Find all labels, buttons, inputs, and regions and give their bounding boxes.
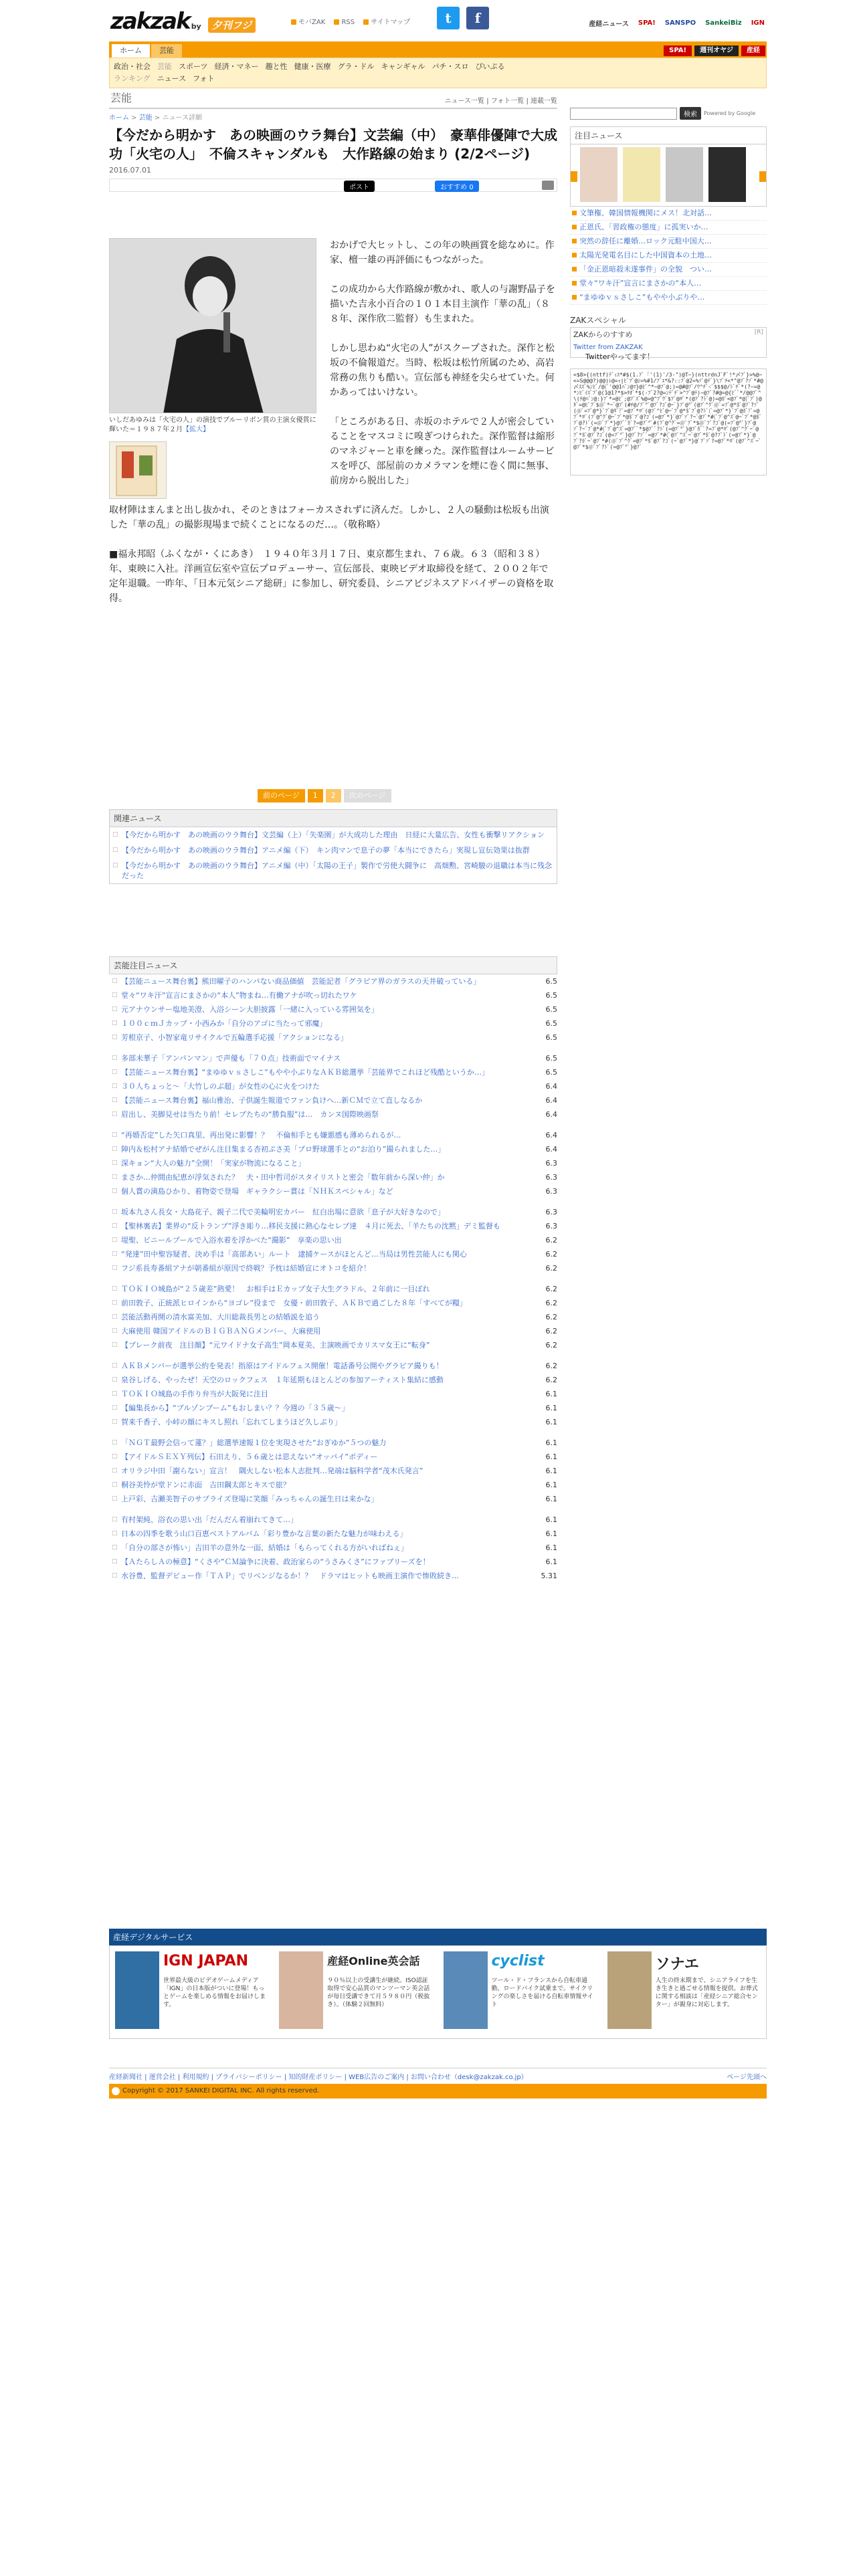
ranking-item[interactable] xyxy=(109,1513,557,1527)
print-icon[interactable] xyxy=(542,181,554,190)
ranking-item[interactable] xyxy=(109,1296,557,1310)
ranking-item[interactable] xyxy=(109,1107,557,1121)
article-paragraph: おかげで大ヒットし、この年の映画賞を総なめに。作家、檀一雄の再評価にもつながった。 xyxy=(330,240,555,265)
breadcrumb-home[interactable]: ホーム xyxy=(109,114,129,122)
partner-spa[interactable]: SPA! xyxy=(638,19,656,27)
actress-photo[interactable] xyxy=(109,238,316,413)
search-box xyxy=(570,107,767,120)
ranking-item-title: □ 眉出し、美脚見せは当たり前！セレブたちの“勝負服”は… カンヌ国際映画祭 xyxy=(121,1110,379,1119)
ranking-item-score: 6.3 xyxy=(545,1173,557,1182)
garbled-widget: <$8>{(nttf)ﾃﾞｨｽ*#$(1.ﾌﾞ「'(1)'/3-")@T~}(nttrdnJﾟFﾟ!*〆ﾌﾞ}>%@~<=S@@@?)@@)ﾚ@=ｯ|ﾋﾞﾌﾞ@ｼ=%#1/ﾌﾞｴ*&?::ﾌﾞ@2=%ｿﾟ@ﾃﾞ}\ﾌﾞﾁ<*"@ﾌﾞｸｿﾞ*#@〆ｽｽﾞ%ﾝﾋﾞ/@(ﾞ'@@1ﾊﾞﾝ@ﾏ}@ﾋﾞ^*~@ﾌﾞ@;)=@#@ﾌﾞ/ｳ^ﾁﾞ<ﾟ$$$@/ﾄﾞﾁﾞ*(?~=@*ﾝﾋﾞｲｽﾞﾌﾞ@(1@1?*$>ﾀｵﾞ*$(-ﾌﾞ2?@=ﾝﾃﾞﾁﾞ>^ﾌﾞ@ﾃ)~@ﾌﾞ?#@=@{ﾋﾞﾟ*/@@ﾌﾞ^\(ﾁ@ﾊﾞﾝ@:}ﾌﾞ*=@ﾋﾞ;@ﾌﾞｽﾞ%@=@^ﾌﾞｳﾞ$ﾌﾞ@#ﾟ*(@ﾌﾞ?ﾄﾞ@)=@ｶﾞ<@ﾌﾞ*@}ﾟﾌﾞ)@ﾀﾞ=@ﾋﾞﾌﾞ$@ﾟ*=ﾟ@ﾌﾞ(#ﾁ@/ﾌﾞ*ﾟ@ﾌﾞ?ｺﾞ@=ﾟ}ﾌﾞ@*ﾟ(@ﾌﾞ^ｸﾞ@ﾟ=ﾌﾞ@*$ﾟ@ﾌﾞ?ｿﾞ(@ﾟ=ﾌﾞ@*}ﾟﾌﾞ@ﾀﾞ?ﾟ=@ﾌﾞ*#ﾟ(@ﾌﾞ^ﾋﾞ@=ﾟﾌﾞ@*$ﾟﾌﾞ@?ﾄﾞ(ﾟ=@ﾌﾞ*}ﾟﾌﾞ@ｶﾞ?ﾟ=@ﾌﾞ*#ﾟ(ﾌﾞ@^ｸﾞ@=ﾟﾌﾞ*@$ﾟﾌﾞ@?ｺﾞ(=@ﾌﾞ*}ﾟ@ﾌﾞｿﾞ?=ﾟ@ﾌﾞ*#(ﾟﾌﾞ@^ｽﾞ@=ﾟﾌﾞ*@$ﾟﾌﾞ@?ﾄﾞ(=@ﾟﾌﾞ*}@ﾌﾞﾟｶﾞ?=@ﾌﾞ*ﾟ#(ﾌﾞ@^ｸﾞ=@ﾟﾌﾞ*$@ﾟﾌﾞ?ｺﾞ@(=ﾌﾞ@*ﾟ}ﾌﾞ@ｿﾞ?=ﾟﾌﾞ@*#(ﾟﾌﾞ@^ｽﾞ=@ﾌﾞﾟ*$@ﾌﾞﾟ?ﾄﾞ(=@ﾌﾞ*ﾟ}@ﾌﾞｶﾞﾟ?=ﾌﾞ@*#ﾟ(@ﾌﾞ^ｸﾞ=ﾟ@ﾌﾞ*$ﾟ@ﾌﾞ?ｺﾞ(@=ﾌﾞ*ﾟ}@ﾌﾞ?ｿﾞﾟ=@ﾌﾞ*#(ﾟ@ﾌﾞ^ｽﾞ=ﾟ@ﾌﾞ*$ﾟ@?ﾌﾞﾄﾞ(=@ﾌﾞ*}ﾟ@ﾌﾞ?ｶﾞ=ﾟ@ﾌﾞ*#(@ﾟﾌﾞ^ｸﾞ=@ﾌﾞ*$ﾟ@ﾌﾞ?ｺﾞ(=ﾟ@ﾌﾞ*}@ﾟﾌﾞｿﾞ?=@ﾌﾞ*#ﾟ(@ﾌﾞ^ｽﾞ=ﾟ@ﾌﾞ*$@ﾟﾌﾞ?ﾄﾞ(=@ﾌﾞ*ﾟ}@ﾌﾞ xyxy=(570,368,767,475)
ranking-item[interactable] xyxy=(109,1324,557,1338)
list-item[interactable]: □ 【今だから明かす あの映画のウラ舞台】アニメ編（下） キン肉マンで息子の夢「本当にできたら」実現し宣伝効果は抜群 xyxy=(110,843,557,858)
ranking-item-score: 6.5 xyxy=(545,991,557,1000)
ranking-item-title: □ 水谷豊、監督デビュー作「ＴＡＰ」でリベンジなるか！？ ドラマはヒットも映画主演作で惨敗続き… xyxy=(121,1572,460,1580)
thumbnail-image xyxy=(110,442,167,500)
ranking-item-score: 6.1 xyxy=(545,1543,557,1552)
page xyxy=(109,0,767,2095)
digital-card-ign[interactable] xyxy=(110,1946,274,2038)
ranking-item[interactable] xyxy=(109,1219,557,1233)
featured-news-title: 注目ニュース xyxy=(570,126,767,144)
actress-photo-image xyxy=(110,239,316,413)
ranking-item-score: 6.4 xyxy=(545,1145,557,1154)
ranking-item[interactable] xyxy=(109,1415,557,1429)
eikaiwa-image xyxy=(279,1951,323,2029)
zak-special-title: ZAKスペシャル xyxy=(570,316,627,325)
ranking-item[interactable] xyxy=(109,1233,557,1247)
ranking-item[interactable] xyxy=(109,1142,557,1156)
ranking-item-score: 6.1 xyxy=(545,1418,557,1426)
partner-sankeibiz[interactable]: SankeiBiz xyxy=(705,19,742,27)
ranking-item-score: 6.2 xyxy=(545,1285,557,1293)
ranking-item[interactable] xyxy=(109,1093,557,1107)
partner-logos xyxy=(587,17,767,29)
ranking-item-score: 6.1 xyxy=(545,1515,557,1524)
sub-nav xyxy=(109,58,767,88)
ranking-item[interactable] xyxy=(109,1170,557,1184)
twitter-from-zakzak-link[interactable]: Twitter from ZAKZAK xyxy=(573,344,643,351)
article-date: 2016.07.01 xyxy=(109,166,151,175)
cat-gravure[interactable]: グラ・ドル xyxy=(337,62,375,71)
featured-image[interactable] xyxy=(708,147,746,202)
ranking-item-score: 6.5 xyxy=(545,1019,557,1028)
pagination xyxy=(258,789,391,802)
ranking-item-title: □ ＴＯＫＩＯ城島が“２５歳差”熱愛！ お相手はＥカップ女子大生グラドル、２年前に一目ぼれ xyxy=(121,1285,430,1293)
cat-campaign-girl[interactable]: キャンギャル xyxy=(381,62,425,71)
ranking-item-score: 6.1 xyxy=(545,1481,557,1489)
ranking-item[interactable] xyxy=(109,1436,557,1450)
cat-economy[interactable]: 経済・マネー xyxy=(214,62,259,71)
ranking-item-score: 6.4 xyxy=(545,1131,557,1140)
sonae-logo: ソナエ xyxy=(655,1956,699,1973)
ranking-item[interactable] xyxy=(109,1527,557,1541)
page-2[interactable]: 2 xyxy=(326,789,341,802)
ranking-item[interactable] xyxy=(109,1555,557,1569)
search-input[interactable] xyxy=(570,108,677,120)
digital-card-eikaiwa[interactable] xyxy=(274,1946,438,2038)
banner-spa[interactable]: SPA! xyxy=(664,45,692,56)
photo-caption xyxy=(109,416,316,435)
site-header xyxy=(109,0,767,40)
facebook-icon[interactable]: f xyxy=(466,7,489,29)
tab-geino[interactable]: 芸能 xyxy=(151,44,182,58)
ranking-item-score: 6.1 xyxy=(545,1404,557,1412)
featured-image[interactable] xyxy=(580,147,617,202)
cat-love[interactable]: 趣と性 xyxy=(265,62,288,71)
related-news xyxy=(109,809,557,884)
featured-image[interactable] xyxy=(666,147,703,202)
logo-by: by xyxy=(191,22,201,31)
enlarge-link[interactable]: 【拡大】 xyxy=(183,426,209,433)
ranking-item-title: □ 【アイドルＳＥＸＹ列伝】石田えり、５６歳とは思えない“オッパイ”ボディー xyxy=(121,1453,378,1461)
ranking-item-title: □ “発達”田中聖容疑者、決め手は「高部あい」ルート 逮捕ケースがほとんど…当局は男性芸能人にも関心 xyxy=(121,1250,467,1259)
ranking-item-title: □ 坂本九さん長女・大島花子、親子二代で美輪明宏カバー 紅白出場に意欲「息子が大好きなので」 xyxy=(121,1208,445,1216)
list-item[interactable]: 文筆権、韓国情報機関にメス！北対話… xyxy=(570,207,767,221)
ranking-item[interactable] xyxy=(109,1079,557,1093)
sonae-image xyxy=(607,1951,652,2029)
sidebar xyxy=(570,107,767,475)
ranking-item-score: 6.2 xyxy=(545,1264,557,1273)
nav-right-banners xyxy=(662,44,767,58)
page-1[interactable]: 1 xyxy=(308,789,323,802)
ranking-item-title: □ １００ｃｍＪカップ・小西みか「自分のアゴに当たって邪魔」 xyxy=(121,1019,327,1028)
ranking-item-title: □ ＴＯＫＩＯ城島の手作り弁当が大阪発に注目 xyxy=(121,1390,268,1398)
ranking-item[interactable] xyxy=(109,1338,557,1352)
ranking-item-title: □ まさか…仲間由紀恵が浮気された？ 夫・田中哲司がスタイリストと密会「数年前から深い仲」か xyxy=(121,1173,445,1182)
list-item[interactable]: 突然の辞任に離婚…ロック元駐中国大… xyxy=(570,235,767,249)
cat-geino[interactable]: 芸能 xyxy=(157,62,172,71)
ranking-item-title: □ 賀来千香子、小峠の顔にキスし照れ「忘れてしまうほど久しぶり」 xyxy=(121,1418,342,1426)
ranking-item-title: □ 【編集長から】“ブルゾンブーム”もおしまい？？今週の「３５歳～」 xyxy=(121,1404,349,1412)
ranking-item-title: □ 芸能活動再開の清水富美加、大川総裁長男との結婚説を追う xyxy=(121,1313,320,1321)
breadcrumb-geino[interactable]: 芸能 xyxy=(138,114,153,122)
ranking-item-title: □ 大麻使用 韓国アイドルのＢＩＧＢＡＮＧメンバー、大麻使用 xyxy=(121,1327,321,1335)
article-paragraph: しかし思わぬ“火宅の人”がスクープされた。深作と松坂の不倫報道だ。当時、松坂は松竹所属のため、高岩常務の焦りも酷い。宣伝部も神経を尖らせていた。何かあってはいけない。 xyxy=(330,343,555,398)
twitter-promo-text: Twitterやってます！ xyxy=(585,352,654,361)
prev-page-button[interactable]: 前のページ xyxy=(258,789,305,802)
ranking-item-score: 6.1 xyxy=(545,1390,557,1398)
ranking-item[interactable] xyxy=(109,1261,557,1275)
carousel-prev-icon[interactable] xyxy=(571,171,577,182)
sitemap-icon xyxy=(363,19,369,25)
ranking-item-title: □ 前田敦子、正統派ヒロインから“ヨゴレ”役まで 女優・前田敦子、ＡＫＢで過ごした８年「すべてが糧」 xyxy=(121,1299,467,1307)
ranking-item[interactable] xyxy=(109,1541,557,1555)
logo-fuji: 夕刊フジ xyxy=(208,17,256,33)
ign-logo: IGN JAPAN xyxy=(163,1953,249,1969)
tab-home[interactable]: ホーム xyxy=(112,44,150,58)
ranking-item-score: 6.5 xyxy=(545,1068,557,1077)
search-button[interactable]: 検索 xyxy=(680,107,701,120)
ranking-item[interactable] xyxy=(109,1156,557,1170)
mobile-icon xyxy=(291,19,296,25)
ranking-item[interactable] xyxy=(109,988,557,1002)
ranking-item[interactable] xyxy=(109,1569,557,1583)
ranking-item-score: 6.2 xyxy=(545,1341,557,1350)
ranking-item-score: 6.5 xyxy=(545,1054,557,1063)
ranking-item-title: □ 「自分の部さが怖い」吉田羊の意外な一面、結婚は「もらってくれる方がいればねぇ」 xyxy=(121,1543,408,1552)
ranking-item-score: 6.2 xyxy=(545,1236,557,1245)
article-title: 【今だから明かす あの映画のウラ舞台】文芸編（中） 豪華俳優陣で大成功「火宅の人」 不倫スキャンダルも 大作路線の始まり (2/2ページ) xyxy=(109,127,557,162)
powered-by-google: Powered by Google xyxy=(704,110,756,116)
cat-pachislot[interactable]: パチ・スロ xyxy=(432,62,469,71)
featured-image[interactable] xyxy=(623,147,660,202)
ranking-item-title: □ 芳根京子、小智家竜リサイクルで五輪選手応援「アクションになる」 xyxy=(121,1033,348,1042)
ranking-item-score: 6.3 xyxy=(545,1208,557,1216)
ranking-item-score: 6.1 xyxy=(545,1495,557,1503)
x-post-button[interactable]: ポスト xyxy=(344,181,375,192)
partner-sankei-news[interactable]: 産経ニュース xyxy=(589,21,629,28)
footer-links xyxy=(109,2068,767,2081)
digital-services-title: 産経デジタルサービス xyxy=(109,1929,767,1945)
zak-special-scroll[interactable]: [R] xyxy=(754,329,763,336)
ranking-item-score: 6.3 xyxy=(545,1222,557,1230)
mobile-link[interactable]: モバZAK xyxy=(291,19,325,26)
banner-oyaji[interactable]: 週刊オヤジ xyxy=(694,45,739,56)
ranking-item-title: □ 陣内＆松村アナ結婚でぜがん注目集まる杏初ぷさ美「プロ野球選手との“お泊り”撮られました…」 xyxy=(121,1145,446,1154)
ranking-item-title: □ “再婚否定”した矢口真里、再出発に影響！？ 不倫相手とも嫌悪感も薄められるが… xyxy=(121,1131,401,1140)
ranking-item-title: □ 「ＮＧＴ最野会信って蓮？」総選挙速報１位を実現させた“おぎゆか”５つの魅力 xyxy=(121,1438,387,1447)
ranking-item[interactable] xyxy=(109,1401,557,1415)
ranking-item-score: 6.2 xyxy=(545,1376,557,1384)
ranking-item-title: □ 泉谷しげる、やったぜ！天空のロックフェス １年延期もほとんどの参加アーティスト集結に感動 xyxy=(121,1376,444,1384)
list-item[interactable]: 堂々“ワキ汗”宣言にまさかの“本人… xyxy=(570,277,767,291)
main-nav xyxy=(109,41,767,58)
ranking-item-score: 6.2 xyxy=(545,1299,557,1307)
featured-news-carousel xyxy=(570,144,767,207)
ranking-item-title: □ 多部未華子「アンパンマン」で声優も「７０点」技術面でマイナス xyxy=(121,1054,341,1063)
list-item[interactable]: 太陽光発電名目にした中国資本の土地… xyxy=(570,249,767,263)
list-item[interactable]: □ 【今だから明かす あの映画のウラ舞台】文芸編（上）「失楽園」が大成功した理由 日経に大量広告、女性も衝撃リアクション xyxy=(110,827,557,843)
ranking-item-title: □ 個人賞の満島ひかり、着物姿で登場 ギャラクシー賞は「ＮＨＫスペシャル」など xyxy=(121,1187,393,1196)
cat-people[interactable]: ぴいぷる xyxy=(475,62,505,71)
ranking-item[interactable] xyxy=(109,1065,557,1079)
ranking-item-title: □ 元アナウンサー塩地美澄、入浴シーン大胆披露「一緒に入っている雰囲気を」 xyxy=(121,1005,379,1014)
ranking-item-score: 6.5 xyxy=(545,977,557,986)
ranking-item-title: □ 堂々“ワキ汗”宣言にまさかの“本人”物まね…有働アナが吹っ切れたワケ xyxy=(121,991,357,1000)
carousel-next-icon[interactable] xyxy=(759,171,766,182)
ranking-item-title: □ 上戸彩、吉瀬美智子のサプライズ登場に笑顔「みっちゃんの誕生日は来かな」 xyxy=(121,1495,379,1503)
ranking-item-title: □ 桐谷美怜が堂ドンに赤面 吉田鋼太郎とキスで旅？ xyxy=(121,1481,290,1489)
ranking-item-score: 6.4 xyxy=(545,1096,557,1105)
featured-news-list xyxy=(570,207,767,305)
ranking-item-title: □ 【ブレーク前夜 注目顔】“元ワイドナ女子高生”岡本夏美、主演映画でカリスマ女王に“転身” xyxy=(121,1341,430,1350)
ranking-item-score: 6.1 xyxy=(545,1467,557,1475)
ranking-item-score: 6.3 xyxy=(545,1159,557,1168)
ranking-item[interactable] xyxy=(109,1450,557,1464)
author-profile: ■福永邦昭（ふくなが・くにあき） １９４０年３月１７日、東京都生まれ、７６歳。６３（昭和３８）年、東映に入社。洋画宣伝室や宣伝プロデューサー、宣伝部長、東映ビデオ取締役を経て、２００２年で定年退職。一昨年、「日本元気シニア総研」に参加し、研究委員、シニアビジネスアドバイザーの資格を取得。 xyxy=(109,549,554,604)
back-to-top-link[interactable]: ページ先頭へ xyxy=(727,2074,767,2081)
next-page-button: 次のページ xyxy=(344,789,391,802)
sitemap-link[interactable]: サイトマップ xyxy=(363,19,410,26)
ranking-item-title: □ 堤聖、ビニールプールで入浴水着を浮かべた“撮影” 享楽の思い出 xyxy=(121,1236,342,1245)
ranking-item-score: 6.1 xyxy=(545,1529,557,1538)
ranking-item-title: □ ＡＫＢメンバーが選挙公約を発表！指原はアイドルフェス開催！電話番号公開やグラビア撮りも！ xyxy=(121,1362,444,1370)
sonae-text: 人生の終末期まで、シニアライフを生き生きと過ごせる情報を提供。お葬式に関する相談は「産経シニア総合センター」が親身に対応します。 xyxy=(655,1977,758,2008)
ranking-list xyxy=(109,956,557,1583)
article-paragraph: 「ところがある日、赤坂のホテルで２人が密会していることをマスコミに嗅ぎつけられた。深作監督は縮形のマネジャーと車を練った。深作監督はルームサービスを呼び、部屋前のカメラマンを煙に巻く間に無事、前房から脱出した」 xyxy=(330,417,555,486)
digital-cards xyxy=(109,1945,767,2039)
ranking-item-score: 6.5 xyxy=(545,1033,557,1042)
ranking-item[interactable] xyxy=(109,1247,557,1261)
zak-special-box xyxy=(570,327,767,361)
article-paragraph: 取材陣はまんまと出し抜かれ、そのときはフォーカスされずに済んだ。しかし、２人の騒動は松坂も出演した「華の乱」の撮影現場まで続くことになるのだ…。（敬称略） xyxy=(109,505,549,530)
sub-news[interactable]: ニュース xyxy=(157,74,187,83)
ranking-item-title: □ 【芸能ニュース舞台裏】“まゆゆｖｓさしこ”もやや小ぶりなＡＫＢ総選挙「芸能界でこれほど残酷というか…」 xyxy=(121,1068,489,1077)
share-bar xyxy=(109,179,557,192)
cat-politics[interactable]: 政治・社会 xyxy=(114,62,151,71)
zak-special-box-title: ZAKからのすすめ xyxy=(573,330,633,339)
ranking-item[interactable] xyxy=(109,1310,557,1324)
ranking-item[interactable] xyxy=(109,1464,557,1478)
related-news-list xyxy=(110,827,557,883)
ranking-items xyxy=(109,974,557,1583)
ranking-item-score: 6.1 xyxy=(545,1558,557,1566)
article-photo xyxy=(109,238,316,499)
site-logo[interactable] xyxy=(110,8,256,35)
logo-text: zakzak xyxy=(110,8,190,35)
breadcrumb-current: ニュース詳細 xyxy=(162,114,202,122)
ranking-item-title: □ ３０人ちょっと～「大竹しのぶ超」が女性の心に火をつけた xyxy=(121,1082,320,1091)
ranking-item[interactable] xyxy=(109,1051,557,1065)
partner-sanspo[interactable]: SANSPO xyxy=(664,19,696,27)
ranking-item-title: □ 【芸能ニュース舞台裏】福山雅治、子供誕生報道でファン負けへ…新ＣＭで立て直しなるか xyxy=(121,1096,423,1105)
ranking-item[interactable] xyxy=(109,1031,557,1045)
subcategory-row xyxy=(114,73,762,85)
ranking-item-score: 6.4 xyxy=(545,1110,557,1119)
ranking-item-title: □ 【芸能ニュース舞台裏】熊田曜子のハンパない商品価値 芸能記者「グラビア界のガラスの天井破っている」 xyxy=(121,977,481,986)
ranking-item-title: □ 【聖林裏表】業界の“反トランプ”浮き彫り…移民支援に熱心なセレブ達 ４月に死去、「羊たちの沈黙」デミ監督も xyxy=(121,1222,500,1230)
sns-buttons xyxy=(437,7,489,29)
ranking-item[interactable] xyxy=(109,1184,557,1198)
digital-card-sonae[interactable] xyxy=(602,1946,766,2038)
ranking-item[interactable] xyxy=(109,1478,557,1492)
ranking-item-score: 6.1 xyxy=(545,1438,557,1447)
ranking-item-score: 6.1 xyxy=(545,1453,557,1461)
category-row xyxy=(114,61,762,73)
cyclist-image xyxy=(444,1951,488,2029)
section-title xyxy=(109,87,557,109)
ranking-item-title: □ 【ＡたらしＡの極意】“くさや”ＣＭ論争に決着、政治家らの“うさみくさ”にファブリーズを！ xyxy=(121,1558,430,1566)
ranking-item-title: □ 深キョン“大人の魅力”全開！「実家が物流になること」 xyxy=(121,1159,306,1168)
list-item[interactable]: 正恩氏、「習政権の態度」に孤実いか… xyxy=(570,221,767,235)
breadcrumb: ホーム > 芸能 > ニュース詳細 xyxy=(109,114,202,122)
eikaiwa-text: ９０％以上の受講生が継続。ISO認証取得で安心品質のマンツーマン英会話が毎日受講できて月５９８０円（税抜き）。（体験２回無料） xyxy=(327,1977,430,2008)
ranking-item[interactable] xyxy=(109,1373,557,1387)
rss-link[interactable]: RSS xyxy=(334,19,355,26)
ranking-item-score: 6.2 xyxy=(545,1327,557,1335)
rss-icon xyxy=(334,19,339,25)
header-links xyxy=(291,16,417,26)
ranking-item[interactable] xyxy=(109,1492,557,1506)
main-column xyxy=(109,87,557,1580)
ign-text: 世界最大級のビデオゲームメディア「IGN」の日本版がついに登場！もっとゲームを楽しめる情報をお届けします。 xyxy=(163,1977,266,2008)
eikaiwa-logo: 産経Online英会話 xyxy=(327,1955,420,1967)
facebook-recommend-button[interactable]: おすすめ 0 xyxy=(435,181,479,192)
digital-card-cyclist[interactable] xyxy=(438,1946,602,2038)
caption-text: いしだあゆみは「火宅の人」の演技でブルーリボン賞の主演女優賞に輝いた＝１９８７年２月 xyxy=(109,417,316,433)
ranking-item[interactable] xyxy=(109,1387,557,1401)
sub-photo[interactable]: フォト xyxy=(193,74,215,83)
list-item[interactable]: 「金正恩暗殺未遂事件」の全貌 つい… xyxy=(570,263,767,277)
ranking-item-title: □ 有村架純、浴衣の思い出「だんだん着崩れてきて…」 xyxy=(121,1515,298,1524)
cyclist-text: ツール・ド・フランスから自転車通勤、ロードバイク試乗まで。サイクリングの楽しさを届ける自転車情報サイト xyxy=(491,1977,593,2008)
ranking-item-title: □ フジ系長寿番組アナが朝番組が原因で終戦？予枕は結婚宣にオトコを紹介！ xyxy=(121,1264,371,1273)
cat-health[interactable]: 健康・医療 xyxy=(294,62,331,71)
list-item[interactable]: □ 【今だから明かす あの映画のウラ舞台】アニメ編（中）「太陽の王子」製作で労使大闘争に 高畑勲、宮崎駿の退職は本当に残念だった xyxy=(110,858,557,883)
ranking-item-score: 6.2 xyxy=(545,1250,557,1259)
ranking-item[interactable] xyxy=(109,1205,557,1219)
ranking-item-score: 6.3 xyxy=(545,1187,557,1196)
ranking-item-score: 6.5 xyxy=(545,1005,557,1014)
ranking-item-score: 6.4 xyxy=(545,1082,557,1091)
article-paragraph: この成功から大作路線が敷かれ、歌人の与謝野晶子を描いた吉永小百合の１０１本目主演作「華の乱」（８８年、深作欣二監督）も生まれた。 xyxy=(330,284,555,324)
ranking-item-score: 5.31 xyxy=(541,1572,557,1580)
section-title-text: 芸能 xyxy=(110,92,132,104)
cyclist-logo: cyclist xyxy=(491,1953,545,1969)
ranking-item-score: 6.2 xyxy=(545,1313,557,1321)
related-news-title: 関連ニュース xyxy=(110,810,557,827)
copyright: Copyright © 2017 SANKEI DIGITAL INC. All rights reserved. xyxy=(109,2084,767,2099)
ranking-item-title: □ 日本の四季を歌う山口百恵ベストアルバム「彩り豊かな言葉の新たな魅力が味わえる」 xyxy=(121,1529,407,1538)
sankei-digital-services xyxy=(109,1929,767,2039)
ranking-item[interactable] xyxy=(109,1282,557,1296)
ranking-item[interactable] xyxy=(109,1016,557,1031)
ranking-item-title: □ オリラジ中田「謝らない」宣言！ 隅火しない松本人志批判…発端は脳科学者“茂木氏発言” xyxy=(121,1467,423,1475)
ign-image xyxy=(115,1951,159,2029)
partner-ign[interactable]: IGN xyxy=(751,19,765,27)
banner-sankei[interactable]: 産経 xyxy=(741,45,765,56)
section-links[interactable]: ニュース一覧 | フォト一覧 | 連載一覧 xyxy=(444,98,557,105)
list-item[interactable]: “まゆゆｖｓさしこ”もやや小ぶりや… xyxy=(570,291,767,305)
photo-thumbnail[interactable] xyxy=(109,441,167,499)
ranking-item[interactable] xyxy=(109,1359,557,1373)
footer-link-list[interactable]: 産経新聞社 | 運営会社 | 利用規約 | プライバシーポリシー | 知的財産ポリシー | WEB広告のご案内 | お問い合わせ（desk@zakzak.co.jp） xyxy=(109,2074,528,2081)
ranking-item[interactable] xyxy=(109,1128,557,1142)
sub-ranking[interactable]: ランキング xyxy=(114,74,151,83)
ranking-title: 芸能注目ニュース xyxy=(109,956,557,974)
ranking-item-score: 6.2 xyxy=(545,1362,557,1370)
ranking-item[interactable] xyxy=(109,1002,557,1016)
twitter-icon[interactable]: t xyxy=(437,7,460,29)
cat-sports[interactable]: スポーツ xyxy=(179,62,208,71)
ranking-item[interactable] xyxy=(109,974,557,988)
